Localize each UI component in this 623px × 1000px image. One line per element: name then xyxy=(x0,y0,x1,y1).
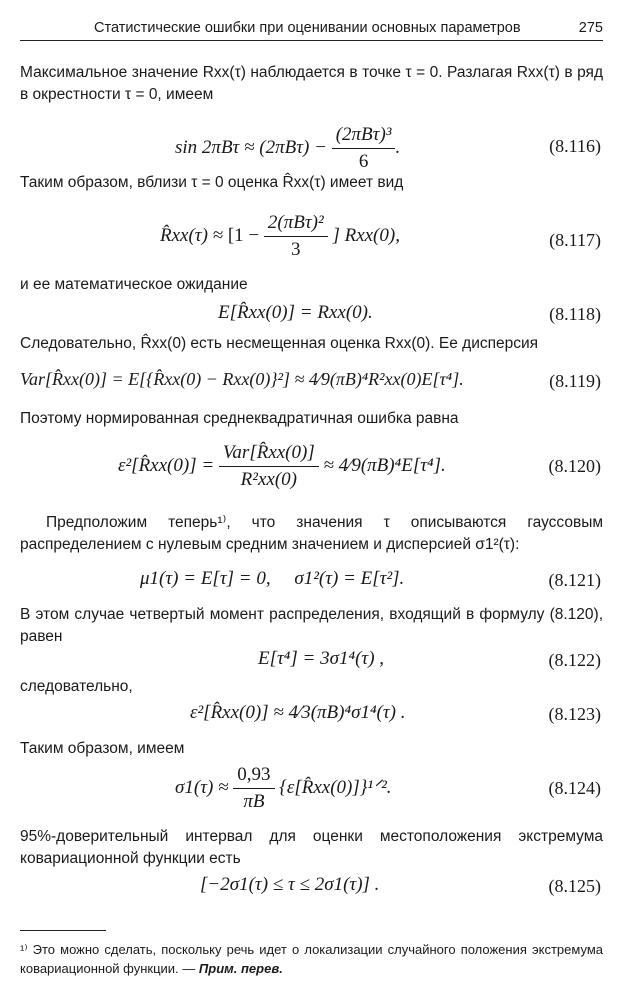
formula-8-119: Var[R̂xx(0)] = E[{R̂xx(0) − Rxx(0)}²] ≈ 4⁄9(πB)⁴R²xx(0)E[τ⁴]. xyxy=(20,369,464,389)
paragraph-6: Предположим теперь¹⁾, что значения τ описываются гауссовым распределением с нулевым средним значением и дисперсией σ1²(τ): xyxy=(20,514,603,553)
equation-number: (8.118) xyxy=(549,304,601,324)
equation-number: (8.116) xyxy=(549,136,601,156)
equation-8-123 xyxy=(0,702,623,742)
footnote-rule xyxy=(20,930,106,931)
fraction: $\frac{\text{Var[R̂xx(0)]}}{\text{R²xx(0)}}$ xyxy=(219,440,319,493)
footnote xyxy=(20,940,603,978)
paragraph-8: следовательно, xyxy=(20,678,133,695)
equation-number: (8.123) xyxy=(548,704,601,724)
header-title: Статистические ошибки при оценивании основных параметров xyxy=(94,20,521,36)
page-number: 275 xyxy=(578,20,603,36)
fraction: $\frac{\text{2(πBτ)²}}{3}$ xyxy=(264,210,328,263)
formula-8-122: E[τ⁴] = 3σ1⁴(τ) , xyxy=(258,648,385,669)
paragraph-7: В этом случае четвертый момент распределения, входящий в формулу (8.120), равен xyxy=(20,606,603,645)
equation-8-117 xyxy=(0,208,623,260)
footnote-text: ¹⁾ Это можно сделать, поскольку речь идет о локализации случайного положения экстремума ковариационной функции. — xyxy=(20,942,603,976)
formula-8-120: ε²[R̂xx(0)] = $\frac{\text{Var[R̂xx(0)]}}{\text{R²xx(0)}}$ ≈ 4⁄9(πB)⁴E[τ⁴]. xyxy=(118,440,446,493)
equation-8-119 xyxy=(0,369,623,409)
formula-8-117: R̂xx(τ) ≈ [1 − $\frac{\text{2(πBτ)²}}{3}$ ] Rxx(0), xyxy=(160,210,400,263)
formula-8-124: σ1(τ) ≈ $\frac{0,93}{\pi B}$ {ε[R̂xx(0)]}¹ᐟ². xyxy=(175,762,392,815)
paragraph-3: и ее математическое ожидание xyxy=(20,276,248,293)
formula-8-118: E[R̂xx(0)] = Rxx(0). xyxy=(218,302,373,323)
equation-number: (8.124) xyxy=(548,778,601,798)
equation-number: (8.121) xyxy=(548,570,601,590)
running-header xyxy=(20,18,603,41)
equation-8-125 xyxy=(0,874,623,914)
paragraph-9: Таким образом, имеем xyxy=(20,740,185,757)
formula-8-116: sin 2πBτ ≈ (2πBτ) − $\frac{\text{(2πBτ)³}}{6}$ . xyxy=(175,122,400,175)
equation-8-120 xyxy=(0,440,623,490)
equation-number: (8.120) xyxy=(548,456,601,476)
footnote-note: Прим. перев. xyxy=(198,961,283,976)
fraction: $\frac{\text{(2πBτ)³}}{6}$ xyxy=(332,122,396,175)
formula-8-121: μ1(τ) = E[τ] = 0, σ1²(τ) = E[τ²]. xyxy=(140,568,405,589)
equation-number: (8.119) xyxy=(549,371,601,391)
equation-number: (8.122) xyxy=(548,650,601,670)
paragraph-4: Следовательно, R̂xx(0) есть несмещенная оценка Rxx(0). Ее дисперсия xyxy=(20,335,539,352)
paragraph-10: 95%-доверительный интервал для оценки местоположения экстремума ковариационной функции есть xyxy=(20,828,603,867)
equation-8-116 xyxy=(0,122,623,172)
equation-number: (8.125) xyxy=(548,876,601,896)
equation-number: (8.117) xyxy=(549,230,601,250)
formula-8-123: ε²[R̂xx(0)] ≈ 4⁄3(πB)⁴σ1⁴(τ) . xyxy=(190,702,406,723)
formula-8-125: [−2σ1(τ) ≤ τ ≤ 2σ1(τ)] . xyxy=(200,874,380,895)
equation-8-124 xyxy=(0,762,623,812)
paragraph-1: Максимальное значение Rxx(τ) наблюдается в точке τ = 0. Разлагая Rxx(τ) в ряд в окрестности τ = 0, имеем xyxy=(20,64,603,103)
equation-8-121 xyxy=(0,568,623,608)
paragraph-2: Таким образом, вблизи τ = 0 оценка R̂xx(τ) имеет вид xyxy=(20,174,404,191)
paragraph-5: Поэтому нормированная среднеквадратичная ошибка равна xyxy=(20,410,459,427)
fraction: $\frac{0,93}{\pi B}$ xyxy=(233,762,274,815)
